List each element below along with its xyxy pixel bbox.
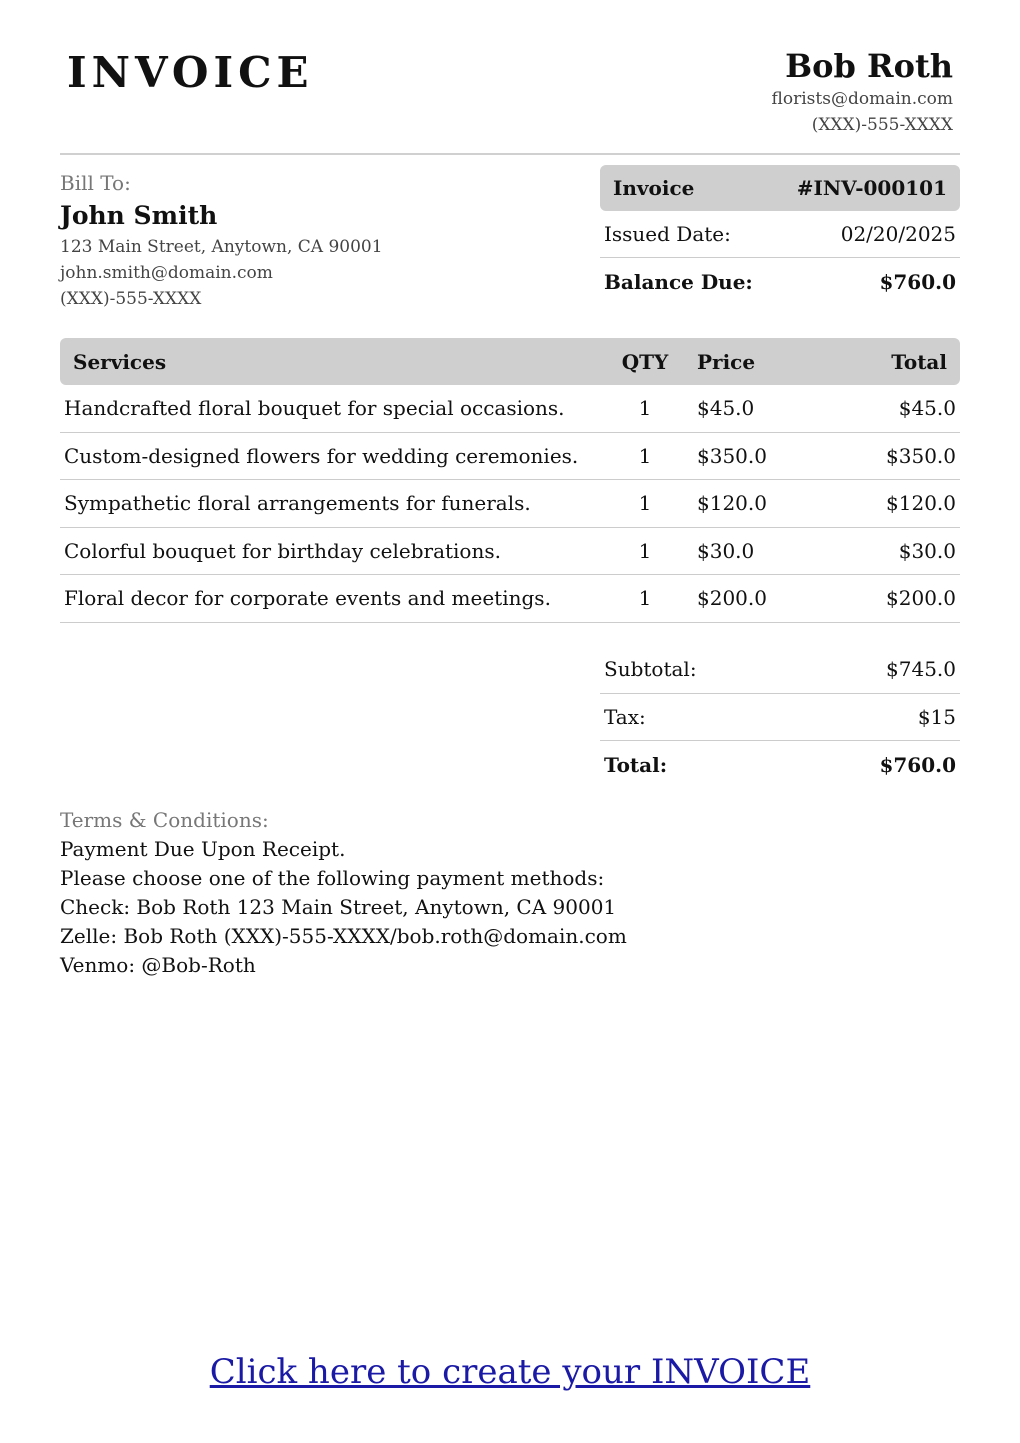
header-price: Price xyxy=(697,349,756,374)
create-invoice-link[interactable]: Click here to create your INVOICE xyxy=(209,1352,811,1392)
service-price: $30.0 xyxy=(697,538,755,563)
invoice-number-header xyxy=(600,165,960,211)
service-qty: 1 xyxy=(638,586,652,611)
service-price: $45.0 xyxy=(697,396,755,421)
total-value: $760.0 xyxy=(879,752,956,777)
service-description: Sympathetic floral arrangements for funerals. xyxy=(64,491,531,516)
service-description: Colorful bouquet for birthday celebrations. xyxy=(64,538,501,563)
service-qty: 1 xyxy=(638,538,652,563)
client-address: 123 Main Street, Anytown, CA 90001 xyxy=(60,237,383,257)
terms-line: Payment Due Upon Receipt. xyxy=(60,837,346,861)
invoice-page xyxy=(60,0,960,1443)
total-label: Total: xyxy=(604,752,668,777)
total-row xyxy=(600,741,960,789)
balance-due-value: $760.0 xyxy=(879,269,956,294)
terms-section xyxy=(60,806,627,980)
header-divider xyxy=(60,153,960,155)
terms-line: Zelle: Bob Roth (XXX)-555-XXXX/bob.roth@domain.com xyxy=(60,924,627,948)
header-qty: QTY xyxy=(621,349,669,374)
subtotal-row xyxy=(600,646,960,694)
service-description: Custom-designed flowers for wedding ceremonies. xyxy=(64,443,579,468)
tax-value: $15 xyxy=(917,704,956,729)
balance-due-label: Balance Due: xyxy=(604,269,753,294)
service-qty: 1 xyxy=(638,396,652,421)
service-total: $120.0 xyxy=(886,491,956,516)
services-table xyxy=(60,338,960,623)
header-services: Services xyxy=(73,349,167,374)
terms-line: Please choose one of the following payment methods: xyxy=(60,866,605,890)
service-total: $350.0 xyxy=(886,443,956,468)
table-row xyxy=(60,575,960,623)
service-total: $45.0 xyxy=(898,396,956,421)
invoice-title: INVOICE xyxy=(67,48,314,97)
bill-to-section xyxy=(60,168,383,312)
service-price: $200.0 xyxy=(697,586,767,611)
table-row xyxy=(60,528,960,576)
issued-date-label: Issued Date: xyxy=(604,222,731,246)
table-row xyxy=(60,433,960,481)
terms-label: Terms & Conditions: xyxy=(60,808,269,832)
seller-email: florists@domain.com xyxy=(771,89,953,109)
subtotal-value: $745.0 xyxy=(886,657,956,682)
issued-date-value: 02/20/2025 xyxy=(840,222,956,246)
service-description: Handcrafted floral bouquet for special occasions. xyxy=(64,396,565,421)
tax-label: Tax: xyxy=(604,704,646,729)
table-row xyxy=(60,385,960,433)
bill-to-label: Bill To: xyxy=(60,171,131,195)
tax-row xyxy=(600,694,960,742)
client-phone: (XXX)-555-XXXX xyxy=(60,289,202,309)
subtotal-label: Subtotal: xyxy=(604,657,697,682)
seller-name: Bob Roth xyxy=(785,47,953,85)
services-table-header xyxy=(60,338,960,385)
service-description: Floral decor for corporate events and meetings. xyxy=(64,586,551,611)
client-name: John Smith xyxy=(60,201,218,230)
seller-info xyxy=(772,46,953,138)
service-price: $120.0 xyxy=(697,491,767,516)
service-price: $350.0 xyxy=(697,443,767,468)
balance-due-row xyxy=(600,258,960,305)
service-total: $30.0 xyxy=(898,538,956,563)
terms-line: Venmo: @Bob-Roth xyxy=(60,953,256,977)
table-row xyxy=(60,480,960,528)
terms-line: Check: Bob Roth 123 Main Street, Anytown, CA 90001 xyxy=(60,895,617,919)
service-qty: 1 xyxy=(638,443,652,468)
client-email: john.smith@domain.com xyxy=(60,263,273,283)
header-total: Total xyxy=(891,349,947,374)
service-total: $200.0 xyxy=(886,586,956,611)
invoice-label: Invoice xyxy=(613,176,695,200)
totals-section xyxy=(600,646,960,789)
issued-date-row xyxy=(600,211,960,258)
seller-phone: (XXX)-555-XXXX xyxy=(811,115,953,135)
invoice-meta xyxy=(600,165,960,305)
service-qty: 1 xyxy=(638,491,652,516)
invoice-number: #INV-000101 xyxy=(796,176,947,200)
